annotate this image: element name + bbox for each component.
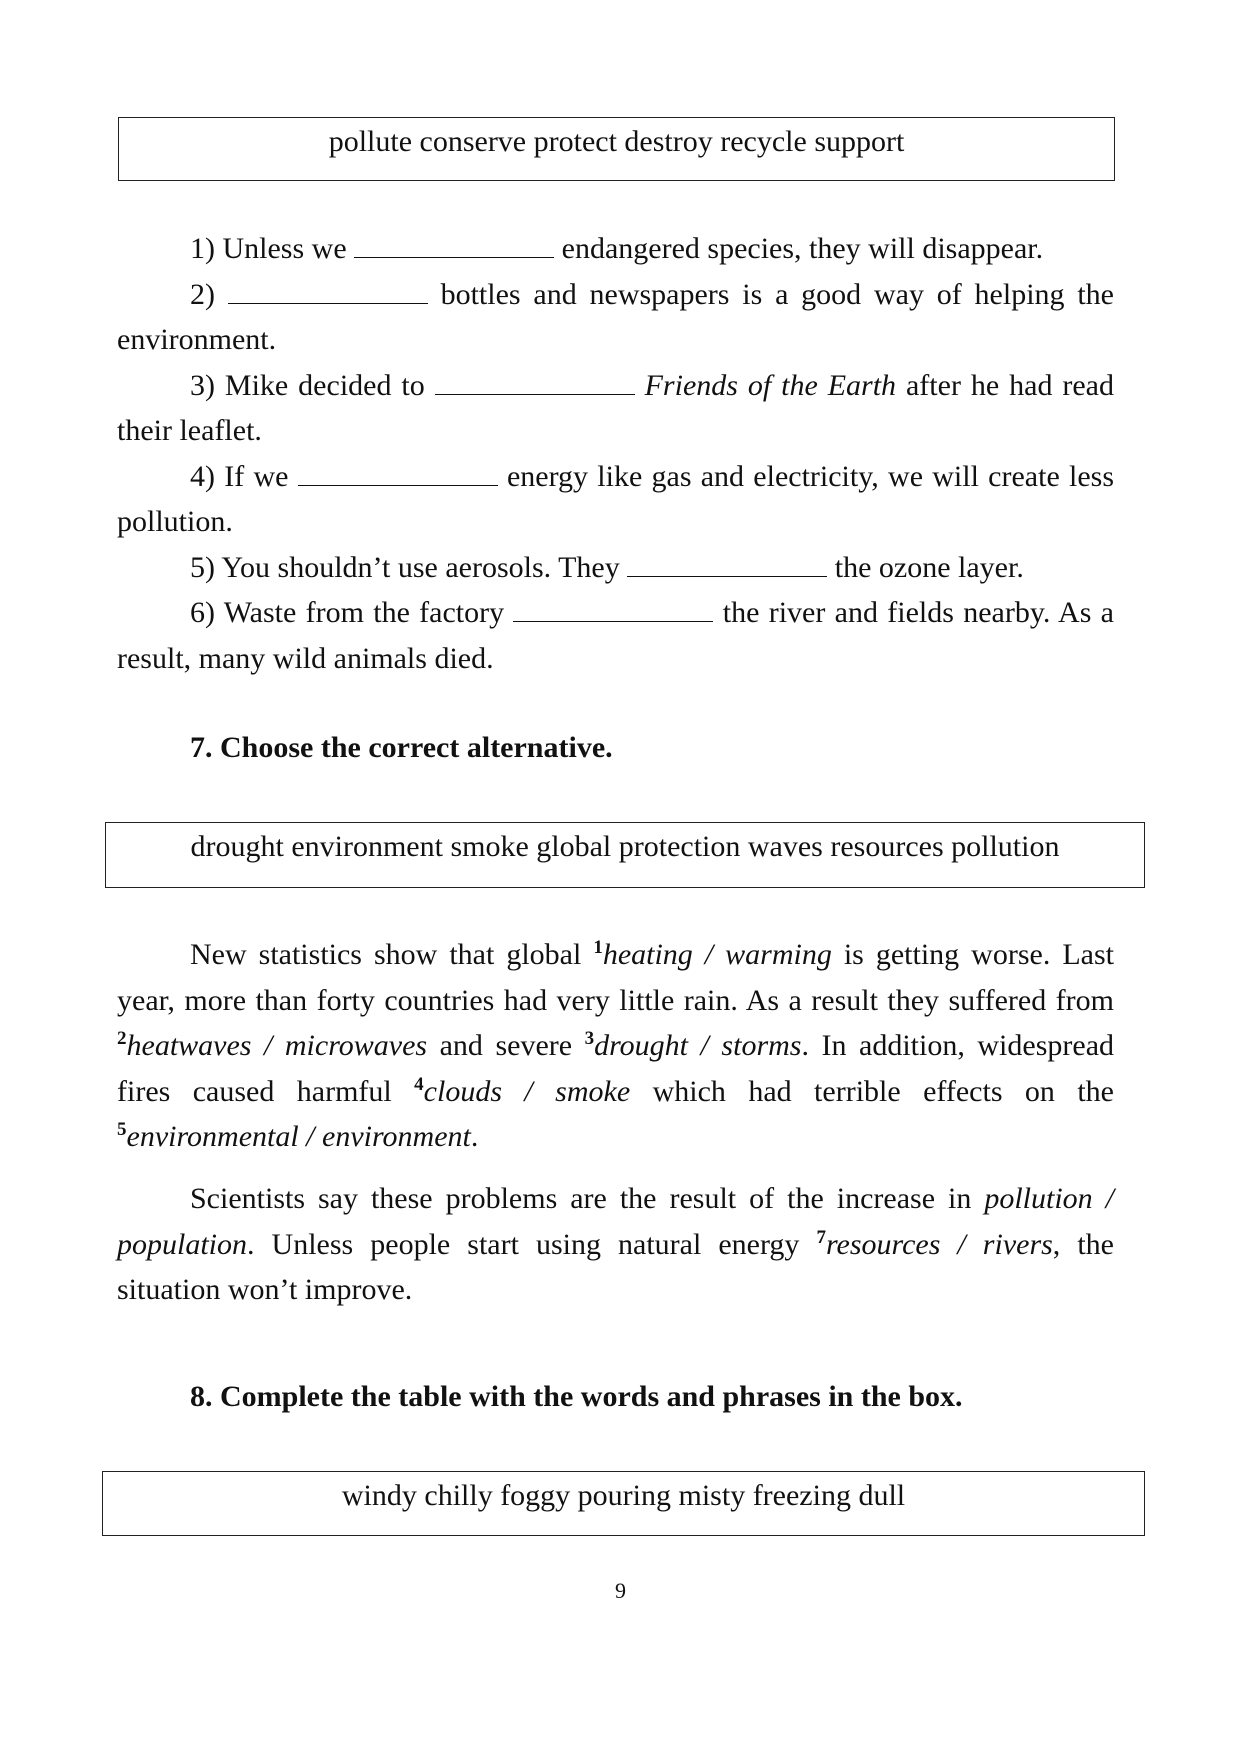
word-box-ex6-text: pollute conserve protect destroy recycle support: [328, 125, 905, 158]
blank-2[interactable]: [228, 279, 428, 304]
exercise-7-text: [117, 932, 1114, 1313]
option-1[interactable]: heating / warming: [602, 938, 832, 971]
exercise-6-items: [117, 226, 1114, 681]
option-4[interactable]: clouds / smoke: [423, 1074, 631, 1108]
blank-3[interactable]: [435, 370, 635, 395]
exercise-7-heading: 7. Choose the correct alternative.: [190, 731, 613, 764]
word-box-ex7-text: drought environment smoke global protection waves resources pollution: [190, 830, 1060, 863]
list-item: 5) You shouldn’t use aerosols. They the ozone layer.: [190, 550, 1024, 584]
list-item: 1) Unless we endangered species, they will disappear.: [190, 232, 1044, 265]
word-box-ex8: [102, 1471, 1145, 1536]
blank-5[interactable]: [627, 552, 827, 577]
word-box-ex7: [105, 822, 1145, 888]
list-item: 6) Waste from the factory the river and fields nearby. As a result, many wild animals died.: [117, 596, 1114, 675]
blank-6[interactable]: [513, 597, 713, 622]
option-2[interactable]: heatwaves / microwaves: [126, 1029, 428, 1063]
option-3[interactable]: drought / storms: [594, 1029, 802, 1063]
blank-1[interactable]: [354, 233, 554, 258]
list-item: 3) Mike decided to Friends of the Earth after he had read their leaflet.: [117, 368, 1114, 447]
paragraph-1: New statistics show that global $^1$heating / warming is getting worse. Last year, more than forty countries had very little rain. As a result they suffered from $^2$heatwaves / microwaves and severe $^3$drought / storms. In addition, widespread fires caused harmful $^4$clouds / smoke which had terrible effects on the $^5$environmental / environment.: [117, 937, 1115, 1154]
option-7[interactable]: resources / rivers: [825, 1227, 1053, 1261]
option-5[interactable]: environmental / environment: [126, 1120, 471, 1154]
paragraph-2: Scientists say these problems are the result of the increase in pollution / population. Unless people start using natural energy $^7$resources / rivers, the situation won’t improve.: [117, 1181, 1114, 1307]
list-item: 2) bottles and newspapers is a good way of helping the environment.: [117, 277, 1114, 356]
list-item: 4) If we energy like gas and electricity, we will create less pollution.: [117, 459, 1115, 538]
word-box-ex6: [118, 117, 1115, 181]
word-box-ex8-text: windy chilly foggy pouring misty freezing dull: [341, 1479, 906, 1512]
page-number: 9: [615, 1578, 626, 1603]
option-6[interactable]: pollution / population: [117, 1181, 1114, 1261]
blank-4[interactable]: [298, 461, 498, 486]
exercise-8-heading: 8. Complete the table with the words and phrases in the box.: [190, 1380, 963, 1413]
